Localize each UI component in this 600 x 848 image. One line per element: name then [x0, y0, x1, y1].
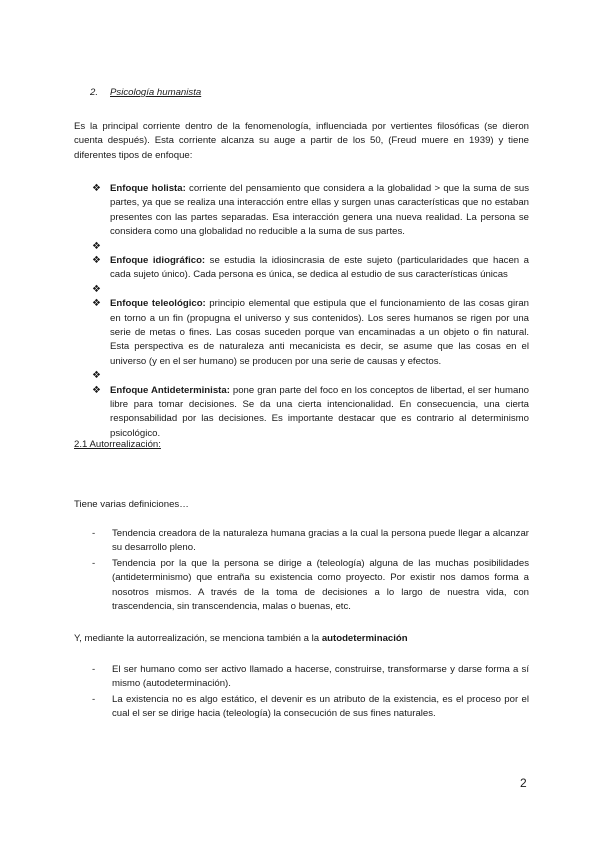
dash-bullet: -: [92, 557, 96, 569]
autodeterminacion-lead: Y, mediante la autorrealización, se menciona también a la: [74, 633, 322, 644]
intro-paragraph: Es la principal corriente dentro de la fenomenología, influenciada por vertientes filosóficas (se dieron cuenta después). Esta corriente alcanza su auge a partir de los 50, (Freud muere en 1939) y tiene diferentes tipos de enfoque:: [74, 121, 529, 161]
list-item: [92, 182, 529, 240]
approach-text: corriente del pensamiento que considera a la globalidad > que la suma de sus partes, ya que se realiza una interacción entre ellas y surgen unas características que no estaban presentes con las partes separadas. Esa interacción genera una nueva realidad. La persona se considera como una globalidad no reducible a la suma de sus partes.: [110, 183, 529, 238]
list-item: [92, 254, 529, 283]
list-item: [92, 527, 529, 556]
definitions-intro: Tiene varias definiciones…: [74, 499, 189, 510]
autodeterminacion-item-text: El ser humano como ser activo llamado a hacerse, construirse, transformarse y darse forma a sí mismo (autodeterminación).: [112, 664, 529, 690]
list-item: [92, 283, 529, 297]
definitions-list: [92, 527, 529, 615]
diamond-bullet-icon: ❖: [92, 298, 101, 310]
dash-bullet: -: [92, 693, 96, 705]
diamond-bullet-icon: ❖: [92, 283, 101, 295]
diamond-bullet-icon: ❖: [92, 370, 101, 382]
diamond-bullet-icon: ❖: [92, 240, 101, 252]
approach-text: pone gran parte del foco en los conceptos de libertad, el ser humano libre para tomar decisiones. Se da una cierta intencionalidad. En consecuencia, una cierta responsabilidad por las decisiones. Es importante destacar que es contrario al determinismo psicológico.: [110, 384, 529, 439]
approach-term: Enfoque teleológico:: [110, 298, 206, 310]
dash-bullet: -: [92, 664, 96, 675]
approach-term: Enfoque holista:: [110, 183, 186, 194]
dash-bullet: -: [92, 528, 96, 539]
list-item: [92, 693, 529, 722]
list-item: [92, 240, 529, 254]
approach-text: se estudia la idiosincrasia de este sujeto (particularidades que hacen a cada sujeto único). Cada persona es única, se dedica al estudio de sus características únicas: [110, 255, 529, 281]
list-item: [92, 663, 529, 692]
autodeterminacion-term: autodeterminación: [321, 633, 408, 644]
subsection-title: 2.1 Autorrealización:: [74, 439, 161, 450]
page-number: 2: [520, 776, 527, 790]
definition-text: Tendencia creadora de la naturaleza humana gracias a la cual la persona puede llegar a alcanzar su desarrollo pleno.: [112, 528, 529, 554]
approaches-list: [92, 182, 529, 441]
autodeterminacion-list: [92, 663, 529, 723]
list-item: [92, 297, 529, 369]
list-item: [92, 557, 529, 615]
autodeterminacion-item-text: La existencia no es algo estático, el devenir es un atributo de la existencia, es el proceso por el cual el ser se dirige hacia (teleología) la consecución de sus fines naturales.: [112, 693, 529, 720]
diamond-bullet-icon: ❖: [92, 384, 101, 396]
approach-term: Enfoque idiográfico:: [110, 255, 206, 267]
section-title: Psicología humanista: [110, 87, 202, 98]
approach-term: Enfoque Antideterminista:: [110, 384, 230, 396]
list-item: [92, 384, 529, 442]
diamond-bullet-icon: ❖: [92, 255, 101, 267]
section-number: 2.: [90, 87, 99, 98]
autodeterminacion-paragraph: [74, 632, 529, 646]
approach-text: principio elemental que estipula que el funcionamiento de las cosas giran en torno a un fin (propugna el universo y sus contenidos). Los seres humanos se rigen por una serie de metas o fines. Las cosas suceden porque van encaminadas a un objeto o fin natural. Esta perspectiva es de naturaleza anti mecanicista es decir, se asume que las cosas en el universo (y en el ser humano) se producen por una serie de causas y efectos.: [110, 298, 529, 367]
diamond-bullet-icon: ❖: [92, 183, 101, 194]
list-item: [92, 369, 529, 383]
definition-text: Tendencia por la que la persona se dirige a (teleología) alguna de las muchas posibilidades (antideterminismo) que entraña su existencia como proyecto. Por existir nos damos forma a nosotros mismos. A través de la toma de decisiones a lo largo de nuestra vida, con trascendencia, sin transcendencia, malas o buenas, etc.: [112, 557, 529, 613]
section-heading: [90, 86, 490, 100]
